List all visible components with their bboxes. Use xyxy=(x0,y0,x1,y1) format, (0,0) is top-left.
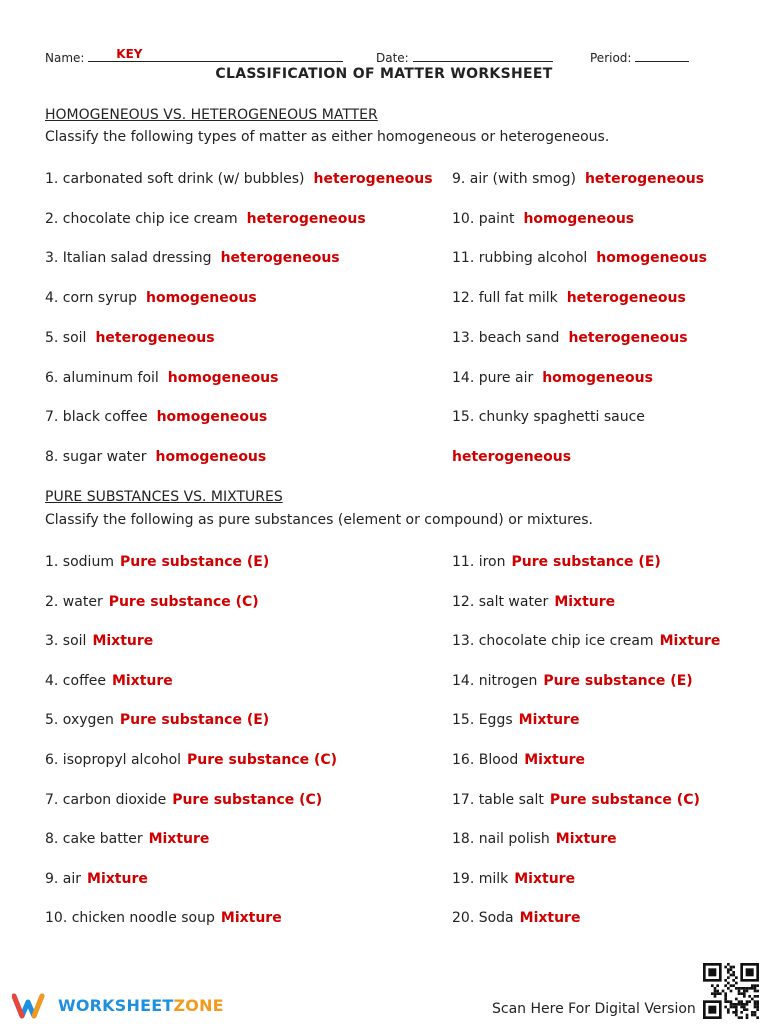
question-text: 19. milk xyxy=(452,870,509,887)
question-row xyxy=(45,367,278,386)
answer-text: homogeneous xyxy=(596,250,707,267)
question-row xyxy=(45,208,366,227)
answer-text: Mixture xyxy=(555,831,617,848)
question-row xyxy=(452,709,579,728)
question-row xyxy=(452,670,693,689)
question-row xyxy=(452,287,686,306)
question-text: 1. sodium xyxy=(45,554,114,570)
answer-text: homogeneous xyxy=(156,409,268,426)
question-text: 4. coffee xyxy=(45,672,106,689)
question-text: 15. Eggs xyxy=(452,712,513,729)
question-text: 14. pure air xyxy=(452,369,534,386)
answer-text: Mixture xyxy=(518,712,580,729)
question-text: 13. chocolate chip ice cream xyxy=(452,633,654,650)
date-field xyxy=(376,48,553,65)
section1-instruction: Classify the following types of matter as either homogeneous or heterogeneous. xyxy=(45,129,610,145)
answer-text: Mixture xyxy=(148,831,210,848)
question-row xyxy=(45,406,267,425)
answer-text: heterogeneous xyxy=(246,210,366,227)
answer-text: Pure substance (E) xyxy=(543,672,693,689)
answer-text: Pure substance (E) xyxy=(119,554,270,570)
worksheetzone-logo-icon xyxy=(12,992,52,1020)
answer-text: heterogeneous xyxy=(313,171,433,187)
question-row xyxy=(452,749,585,768)
worksheet-title: CLASSIFICATION OF MATTER WORKSHEET xyxy=(215,66,553,82)
date-label: Date: xyxy=(376,51,409,65)
question-row xyxy=(452,868,575,887)
answer-text: homogeneous xyxy=(146,290,257,307)
answer-text: Mixture xyxy=(524,752,586,768)
answer-text: Mixture xyxy=(519,910,581,927)
answer-text: Pure substance (C) xyxy=(549,791,700,808)
answer-text: heterogeneous xyxy=(566,290,686,307)
scan-text: Scan Here For Digital Version xyxy=(492,1001,696,1017)
question-row xyxy=(45,327,215,346)
brand-name xyxy=(58,996,224,1015)
answer-text: Mixture xyxy=(92,633,154,650)
question-row xyxy=(452,406,654,425)
question-row xyxy=(452,828,617,847)
question-text: 16. Blood xyxy=(452,752,519,768)
question-text: 3. Italian salad dressing xyxy=(45,250,212,267)
question-text: 8. cake batter xyxy=(45,831,143,848)
question-row xyxy=(452,367,653,386)
question-row xyxy=(45,670,173,689)
section2-heading: PURE SUBSTANCES VS. MIXTURES xyxy=(45,489,283,505)
answer-text: Pure substance (E) xyxy=(511,554,661,570)
question-text: 20. Soda xyxy=(452,910,514,927)
question-text: 10. paint xyxy=(452,210,515,227)
question-text: 7. black coffee xyxy=(45,409,148,426)
question-text: 10. chicken noodle soup xyxy=(45,910,215,927)
date-line xyxy=(413,48,553,62)
name-line xyxy=(88,48,343,62)
question-row xyxy=(452,446,571,465)
answer-text: Mixture xyxy=(111,672,173,689)
question-text: 6. isopropyl alcohol xyxy=(45,752,182,768)
question-row xyxy=(45,551,269,570)
question-row xyxy=(452,247,707,266)
answer-text: Mixture xyxy=(220,910,282,927)
question-row xyxy=(45,287,257,306)
section1-heading: HOMOGENEOUS VS. HETEROGENEOUS MATTER xyxy=(45,107,378,123)
brand-part1: WORKSHEET xyxy=(58,996,174,1015)
answer-text: homogeneous xyxy=(167,369,279,386)
question-row xyxy=(45,630,153,649)
question-text: 15. chunky spaghetti sauce xyxy=(452,409,645,426)
question-text: 3. soil xyxy=(45,633,87,650)
answer-text: heterogeneous xyxy=(568,329,688,346)
answer-text: heterogeneous xyxy=(95,329,215,346)
answer-text: homogeneous xyxy=(155,448,267,465)
question-row xyxy=(452,208,634,227)
answer-text: Pure substance (C) xyxy=(187,752,338,768)
question-row xyxy=(45,168,433,187)
answer-text: homogeneous xyxy=(542,369,653,386)
name-label: Name: xyxy=(45,51,85,65)
question-text: 5. oxygen xyxy=(45,712,114,729)
question-row xyxy=(452,168,704,187)
answer-text: heterogeneous xyxy=(220,250,340,267)
question-row xyxy=(45,749,337,768)
question-text: 2. chocolate chip ice cream xyxy=(45,210,238,227)
answer-text: heterogeneous xyxy=(584,171,705,187)
name-value: KEY xyxy=(116,47,143,61)
question-text: 11. iron xyxy=(452,554,506,570)
question-text: 14. nitrogen xyxy=(452,672,538,689)
question-row xyxy=(452,327,688,346)
answer-text: Mixture xyxy=(659,633,721,650)
qr-code-icon[interactable] xyxy=(703,963,759,1019)
question-row xyxy=(45,591,259,610)
answer-text: homogeneous xyxy=(523,210,635,227)
section2-instruction: Classify the following as pure substances (element or compound) or mixtures. xyxy=(45,512,593,528)
question-row xyxy=(45,868,148,887)
question-row xyxy=(452,630,720,649)
question-text: 4. corn syrup xyxy=(45,290,137,307)
answer-text: Mixture xyxy=(514,870,576,887)
name-field xyxy=(45,48,343,65)
period-label: Period: xyxy=(590,51,632,65)
question-text: 13. beach sand xyxy=(452,329,560,346)
answer-text: heterogeneous xyxy=(452,448,572,465)
question-text: 2. water xyxy=(45,593,103,610)
question-text: 11. rubbing alcohol xyxy=(452,250,588,267)
question-row xyxy=(452,551,661,570)
answer-text: Mixture xyxy=(554,593,616,610)
question-text: 12. full fat milk xyxy=(452,290,558,307)
question-row xyxy=(45,789,322,808)
answer-text: Mixture xyxy=(87,870,148,887)
question-text: 1. carbonated soft drink (w/ bubbles) xyxy=(45,171,305,187)
question-text: 7. carbon dioxide xyxy=(45,791,167,808)
question-row xyxy=(452,591,615,610)
answer-text: Pure substance (E) xyxy=(119,712,270,729)
question-text: 9. air (with smog) xyxy=(452,171,576,187)
brand-part2: ZONE xyxy=(173,996,224,1015)
question-text: 5. soil xyxy=(45,329,87,346)
question-text: 18. nail polish xyxy=(452,831,550,848)
question-row xyxy=(452,907,580,926)
question-text: 8. sugar water xyxy=(45,448,147,465)
question-text: 12. salt water xyxy=(452,593,549,610)
question-text: 17. table salt xyxy=(452,791,544,808)
question-row xyxy=(45,828,209,847)
question-row xyxy=(45,709,269,728)
question-text: 9. air xyxy=(45,870,82,887)
question-text: 6. aluminum foil xyxy=(45,369,159,386)
question-row xyxy=(45,446,266,465)
answer-text: Pure substance (C) xyxy=(108,593,259,610)
question-row xyxy=(45,247,340,266)
period-field xyxy=(590,48,689,65)
question-row xyxy=(452,789,700,808)
period-line xyxy=(635,48,689,62)
answer-text: Pure substance (C) xyxy=(172,791,323,808)
question-row xyxy=(45,907,282,926)
